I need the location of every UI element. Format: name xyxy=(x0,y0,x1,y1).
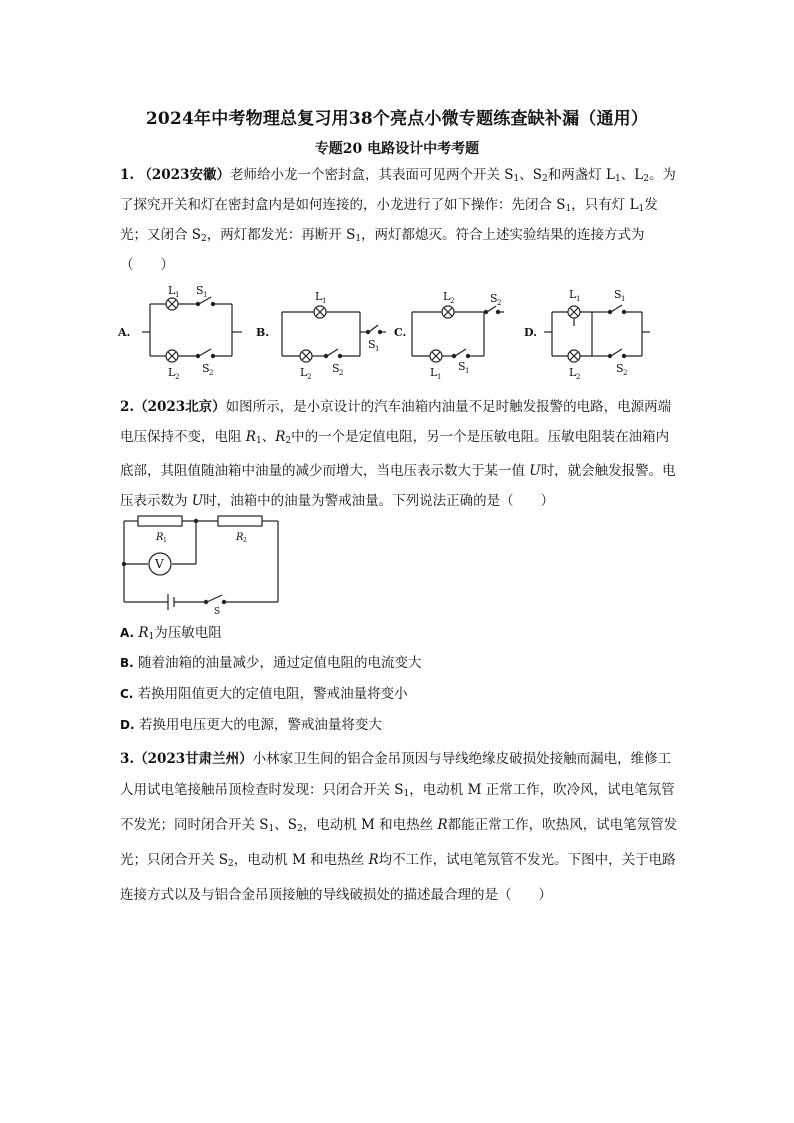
svg-text:S: S xyxy=(458,360,466,373)
question-source: （2023安徽） xyxy=(138,167,230,183)
svg-text:2: 2 xyxy=(623,369,628,377)
question-1-text: 1. （2023安徽）老师给小龙一个密封盒，其表面可见两个开关 $S_1$、$S_2$和两盏灯 $L_1$、$L_2$。为了探究开关和灯在密封盒内是如何连接的，小龙进行了如下操作：先闭合 $S_1$，只有灯 $L_1$发光；又闭合 $S_2$，两灯都发光：再断开 $S_1$，两灯都熄灭。符合上述实验结果的连接方式为（ ） xyxy=(120,167,676,273)
document-title: 2024年中考物理总复习用38个亮点小微专题练查缺补漏（通用） xyxy=(145,109,649,129)
svg-text:L: L xyxy=(315,290,323,303)
question-number: 2. xyxy=(120,399,135,415)
q2-option-d[interactable]: D. 若换用电压更大的电源，警戒油量将变大 xyxy=(120,717,382,733)
svg-text:L: L xyxy=(168,284,176,297)
svg-text:2: 2 xyxy=(576,373,581,381)
circuit-option-d xyxy=(544,305,650,362)
svg-text:1: 1 xyxy=(576,295,581,303)
svg-text:1: 1 xyxy=(375,345,380,353)
q2-option-c[interactable]: C. 若换用阻值更大的定值电阻，警戒油量将变小 xyxy=(120,686,408,702)
svg-text:L: L xyxy=(443,290,451,303)
q2-option-a[interactable]: A. $R_1$为压敏电阻 xyxy=(120,625,222,642)
svg-text:V: V xyxy=(155,557,164,571)
svg-text:2: 2 xyxy=(450,297,455,305)
q2-circuit-diagram xyxy=(118,510,288,617)
svg-text:1: 1 xyxy=(465,367,470,375)
svg-text:L: L xyxy=(300,366,308,379)
circuit-option-a xyxy=(142,297,242,362)
svg-text:S: S xyxy=(614,288,622,301)
svg-text:2: 2 xyxy=(209,369,214,377)
svg-text:R: R xyxy=(236,532,244,543)
svg-text:2: 2 xyxy=(175,373,180,381)
q2-option-b[interactable]: B. 随着油箱的油量减少，通过定值电阻的电流变大 xyxy=(120,655,422,671)
option-b-label: B. xyxy=(256,326,270,339)
svg-text:1: 1 xyxy=(203,291,208,299)
svg-text:2: 2 xyxy=(243,537,247,544)
question-number: 3. xyxy=(120,751,135,767)
svg-text:2: 2 xyxy=(307,373,312,381)
circuit-option-c xyxy=(412,306,504,362)
svg-text:1: 1 xyxy=(175,291,180,299)
svg-text:2: 2 xyxy=(497,299,502,307)
svg-text:1: 1 xyxy=(322,297,327,305)
svg-text:S: S xyxy=(368,338,376,351)
svg-text:1: 1 xyxy=(163,537,167,544)
svg-text:S: S xyxy=(196,284,204,297)
svg-text:L: L xyxy=(569,288,577,301)
document-subtitle: 专题20 电路设计中考考题 xyxy=(314,141,480,157)
svg-text:1: 1 xyxy=(437,373,442,381)
question-3-text: 3.（2023甘肃兰州）小林家卫生间的铝合金吊顶因与导线绝缘皮破损处接触而漏电，维修工人用试电笔接触吊顶检查时发现：只闭合开关 $S_1$，电动机 M 正常工作，吹冷风，试电笔氖管不发光；同时闭合开关 $S_1$、$S_2$，电动机 M 和电热丝 R都能正常工作，吹热风，试电笔氖管发光；只闭合开关 $S_2$，电动机 M 和电热丝 R均不工作，试电笔氖管不发光。下图中，关于电路连接方式以及与铝合金吊顶接触的导线破损处的描述最合理的是（ ） xyxy=(120,751,678,903)
svg-text:S: S xyxy=(332,362,340,375)
svg-text:L: L xyxy=(430,366,438,379)
question-number: 1. xyxy=(120,167,135,183)
question-source: （2023北京） xyxy=(134,399,226,415)
option-a-label: A. xyxy=(118,326,131,339)
option-d-label: D. xyxy=(524,326,537,339)
svg-text:L: L xyxy=(569,366,577,379)
svg-text:1: 1 xyxy=(621,295,626,303)
question-2-text: 2.（2023北京）如图所示，是小京设计的汽车油箱内油量不足时触发报警的电路，电源两端电压保持不变，电阻 $R_1$、$R_2$中的一个是定值电阻，另一个是压敏电阻。压敏电阻装在油箱内底部，其阻值随油箱中油量的减少而增大，当电压表示数大于某一值 U时，就会触发报警。电压表示数为 U时，油箱中的油量为警戒油量。下列说法正确的是（ ） xyxy=(120,399,676,509)
svg-text:S: S xyxy=(616,362,624,375)
svg-text:S: S xyxy=(214,607,221,617)
svg-text:2: 2 xyxy=(339,369,344,377)
svg-text:S: S xyxy=(202,362,210,375)
svg-text:L: L xyxy=(168,366,176,379)
option-c-label: C. xyxy=(394,326,407,339)
question-source: （2023甘肃兰州） xyxy=(134,751,253,767)
q1-circuit-diagrams xyxy=(112,284,672,384)
svg-text:R: R xyxy=(156,532,164,543)
svg-text:S: S xyxy=(490,292,498,305)
circuit-option-b xyxy=(282,306,386,362)
